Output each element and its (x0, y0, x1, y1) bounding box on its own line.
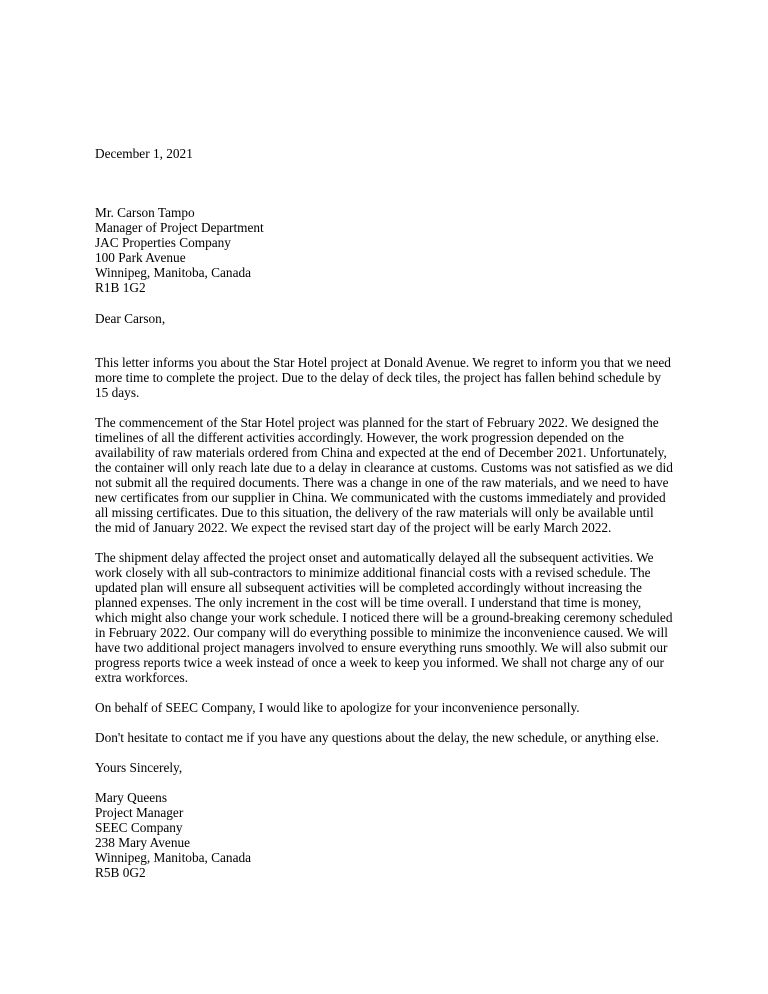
sender-company: SEEC Company (95, 820, 183, 835)
recipient-postal: R1B 1G2 (95, 280, 146, 295)
body-paragraph-1: This letter informs you about the Star Hotel project at Donald Avenue. We regret to inform you that we need more time to complete the project. Due to the delay of deck tiles, the project has fallen behind schedule by 15 days. (95, 355, 671, 400)
sender-postal: R5B 0G2 (95, 865, 146, 880)
recipient-address-block (95, 205, 673, 295)
body-paragraph-5: Don't hesitate to contact me if you have any questions about the delay, the new schedule, or anything else. (95, 730, 659, 745)
body-paragraph-3: The shipment delay affected the project onset and automatically delayed all the subsequent activities. We work closely with all sub-contractors to minimize additional financial costs with a revised schedule. The updated plan will ensure all subsequent activities will be completed accordingly without increasing the planned expenses. The only increment in the cost will be time overall. I understand that time is money, which might also change your work schedule. I noticed there will be a ground-breaking ceremony scheduled in February 2022. Our company will do everything possible to minimize the inconvenience caused. We will have two additional project managers involved to ensure everything runs smoothly. We will also submit our progress reports twice a week instead of once a week to keep you informed. We shall not charge any of our extra workforces. (95, 550, 673, 685)
recipient-city: Winnipeg, Manitoba, Canada (95, 265, 252, 280)
sender-signature-block (95, 790, 673, 880)
sender-city: Winnipeg, Manitoba, Canada (95, 850, 252, 865)
recipient-name: Mr. Carson Tampo (95, 205, 195, 220)
letter-date: December 1, 2021 (95, 146, 193, 161)
body-paragraph-4: On behalf of SEEC Company, I would like to apologize for your inconvenience personally. (95, 700, 580, 715)
sender-title: Project Manager (95, 805, 184, 820)
sender-street: 238 Mary Avenue (95, 835, 191, 850)
recipient-street: 100 Park Avenue (95, 250, 186, 265)
body-paragraph-2: The commencement of the Star Hotel project was planned for the start of February 2022. We designed the timelines of all the different activities accordingly. However, the work progression depended on the availability of raw materials ordered from China and expected at the end of December 2021. Unfortunately, the container will only reach late due to a delay in clearance at customs. Customs was not satisfied as we did not submit all the required documents. There was a change in one of the raw materials, and we need to have new certificates from our supplier in China. We communicated with the customs immediately and provided all missing certificates. Due to this situation, the delivery of the raw materials will only be available until the mid of January 2022. We expect the revised start day of the project will be early March 2022. (95, 415, 673, 535)
recipient-title: Manager of Project Department (95, 220, 264, 235)
salutation: Dear Carson, (95, 311, 166, 326)
letter-body (95, 146, 673, 880)
sender-name: Mary Queens (95, 790, 168, 805)
closing: Yours Sincerely, (95, 760, 183, 775)
recipient-company: JAC Properties Company (95, 235, 231, 250)
